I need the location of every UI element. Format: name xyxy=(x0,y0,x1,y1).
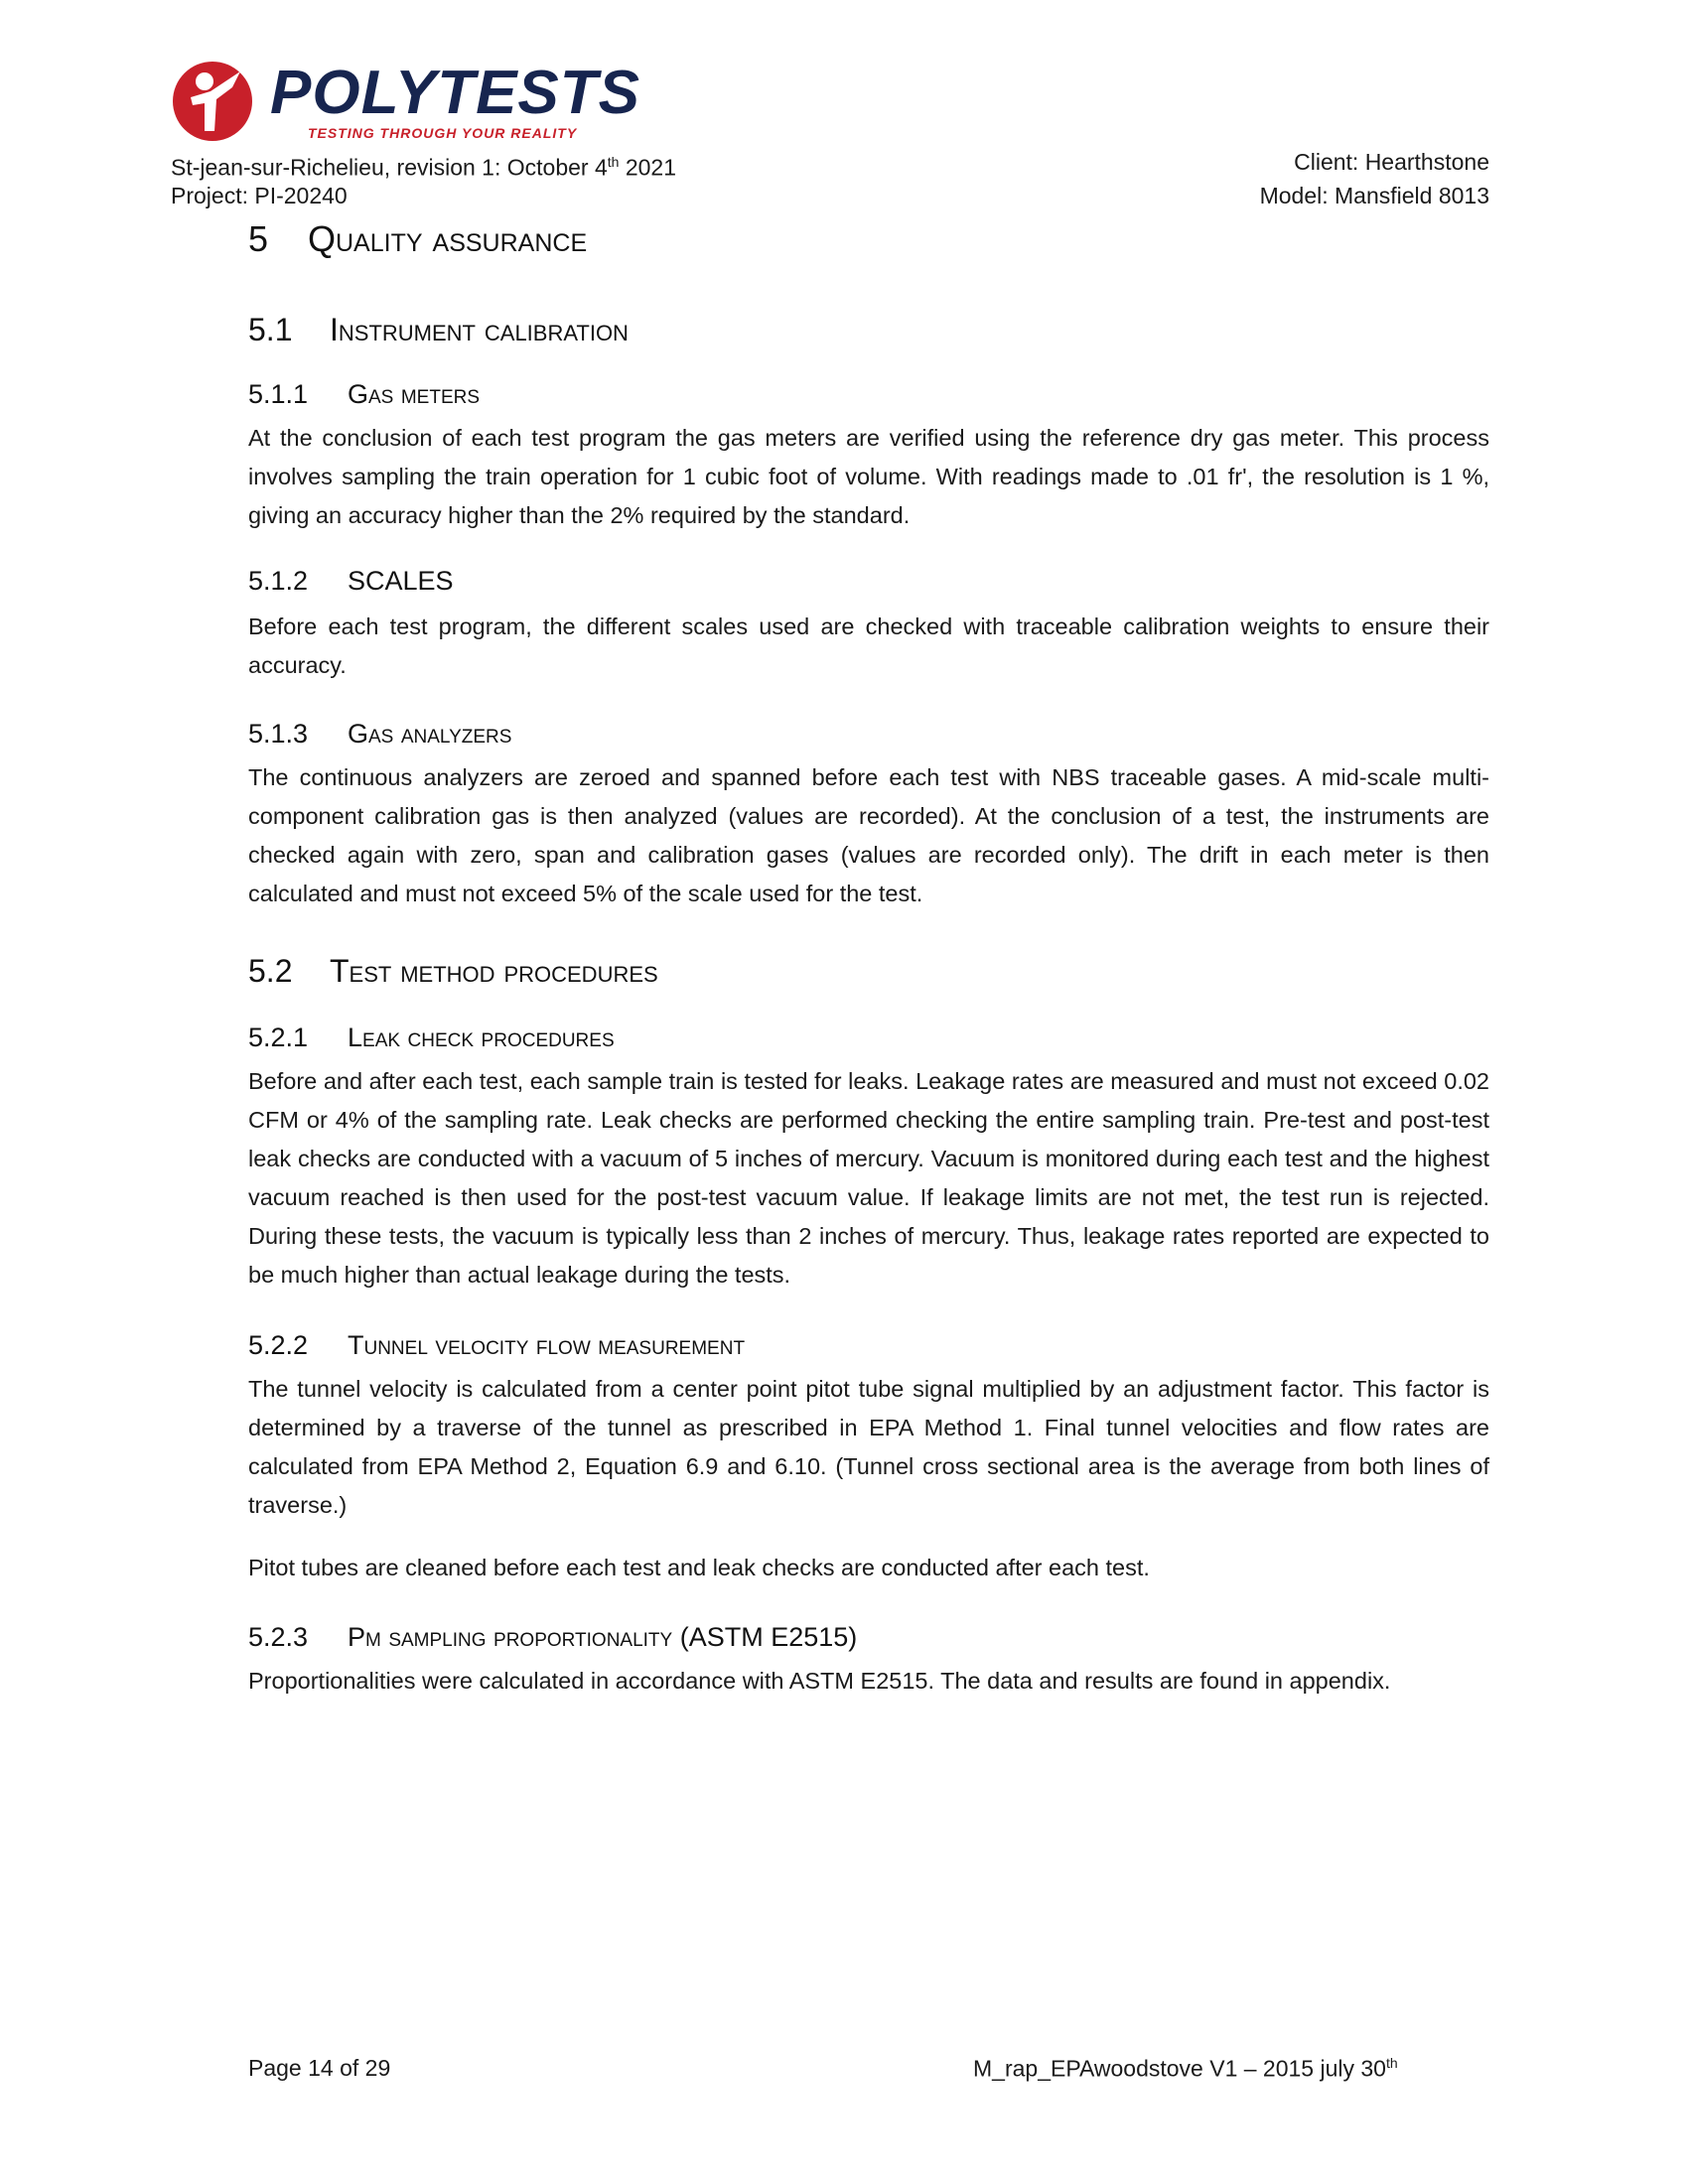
footer-page-number: Page 14 of 29 xyxy=(248,2055,391,2081)
header-client: Client: Hearthstone xyxy=(1294,149,1489,175)
header-location-revision: St-jean-sur-Richelieu, revision 1: October 4th 2021 xyxy=(171,154,676,181)
section-5-heading: 5 Quality assurance xyxy=(248,218,588,259)
logo-brand: POLYTESTS xyxy=(270,59,641,127)
polytests-emblem-icon xyxy=(171,58,262,147)
section-5-2-3-heading: 5.2.3 Pm sampling proportionality (ASTM E2515) xyxy=(248,1622,858,1652)
section-5-1-heading: 5.1 Instrument calibration xyxy=(248,312,629,347)
section-5-2-2-body-2: Pitot tubes are cleaned before each test and leak checks are conducted after each test. xyxy=(248,1555,1150,1580)
section-5-2-heading: 5.2 Test method procedures xyxy=(248,953,658,989)
logo-tagline: TESTING THROUGH YOUR REALITY xyxy=(308,125,578,141)
section-5-2-1-heading: 5.2.1 Leak check procedures xyxy=(248,1023,615,1052)
section-5-1-3-body: The continuous analyzers are zeroed and spanned before each test with NBS traceable gases. A mid-scale multi-component calibration gas is then analyzed (values are recorded). At the conclusion of a test, the instruments are checked again with zero, span and calibration gases (values are recorded only). The drift in each meter is then calculated and must not exceed 5% of the scale used for the test. xyxy=(248,764,1489,906)
footer-document-id: M_rap_EPAwoodstove V1 – 2015 july 30th xyxy=(973,2055,1398,2082)
header-model: Model: Mansfield 8013 xyxy=(1259,183,1489,208)
header-project: Project: PI-20240 xyxy=(171,183,348,208)
section-5-1-3-heading: 5.1.3 Gas analyzers xyxy=(248,719,512,749)
polytests-logo xyxy=(171,56,641,145)
section-5-2-3-body: Proportionalities were calculated in accordance with ASTM E2515. The data and results are found in appendix. xyxy=(248,1668,1391,1694)
section-5-2-1-body: Before and after each test, each sample train is tested for leaks. Leakage rates are measured and must not exceed 0.02 CFM or 4% of the sampling rate. Leak checks are performed checking the entire sampling train. Pre-test and post-test leak checks are conducted with a vacuum of 5 inches of mercury. Vacuum is monitored during each test and the highest vacuum reached is then used for the post-test vacuum value. If leakage limits are not met, the test run is rejected. During these tests, the vacuum is typically less than 2 inches of mercury. Thus, leakage rates reported are expected to be much higher than actual leakage during the tests. xyxy=(248,1068,1489,1288)
section-5-1-1-body: At the conclusion of each test program the gas meters are verified using the reference dry gas meter. This process involves sampling the train operation for 1 cubic foot of volume. With readings made to .01 fr', the resolution is 1 %, giving an accuracy higher than the 2% required by the standard. xyxy=(248,425,1489,528)
section-5-1-2-body: Before each test program, the different scales used are checked with traceable calibration weights to ensure their accuracy. xyxy=(248,614,1489,678)
section-5-2-2-body: The tunnel velocity is calculated from a center point pitot tube signal multiplied by an adjustment factor. This factor is determined by a traverse of the tunnel as prescribed in EPA Method 1. Final tunnel velocities and flow rates are calculated from EPA Method 2, Equation 6.9 and 6.10. (Tunnel cross sectional area is the average from both lines of traverse.) xyxy=(248,1376,1489,1518)
section-5-1-2-heading: 5.1.2 SCALES xyxy=(248,566,454,596)
section-5-2-2-heading: 5.2.2 Tunnel velocity flow measurement xyxy=(248,1330,746,1360)
section-5-1-1-heading: 5.1.1 Gas meters xyxy=(248,379,481,409)
